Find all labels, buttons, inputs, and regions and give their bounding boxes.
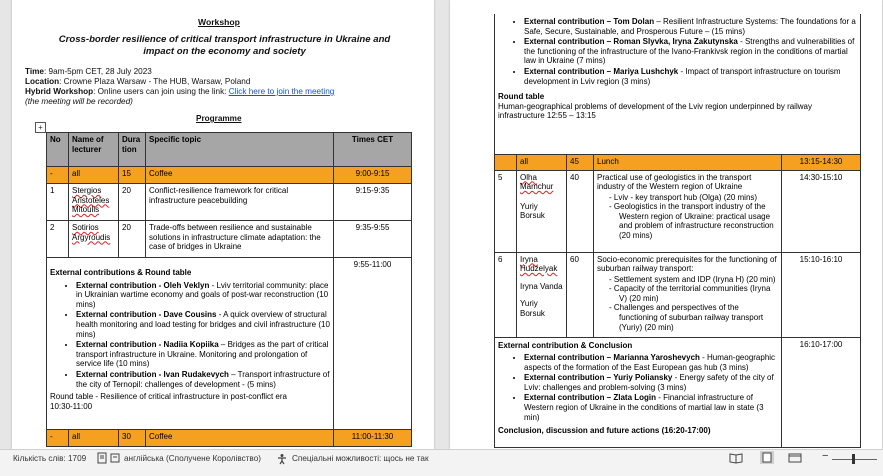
external-contributions-cell: [495, 14, 861, 154]
cell-no: -: [47, 167, 69, 184]
cell-lecturer: [517, 170, 567, 252]
col-topic: Specific topic: [146, 133, 334, 167]
external-heading: External contributions & Round table: [50, 268, 192, 277]
contribution-label: External contribution – Zlata Login: [524, 393, 657, 403]
final-line: Conclusion, discussion and future actions (16:20-17:00): [498, 426, 711, 436]
cell-lecturer: Stergios Aristoteles Mitoulis: [69, 184, 119, 221]
programme-table-continued: [494, 14, 861, 448]
hybrid-line: [25, 87, 334, 97]
list-item: - Capacity of the territorial communities (Iryna V) (20 min): [619, 284, 778, 303]
external-contributions-row: [495, 14, 861, 154]
cell-duration: 30: [119, 430, 146, 447]
cell-lecturer: all: [69, 167, 119, 184]
cell-lecturer: Sotirios Argyroudis: [69, 221, 119, 258]
document-page-2: [450, 0, 882, 449]
list-item: [524, 373, 778, 392]
cell-lecturer: all: [69, 430, 119, 447]
cell-times: 13:15-14:30: [782, 154, 861, 170]
accessibility-status[interactable]: Спеціальні можливості: щось не так: [292, 454, 429, 463]
status-bar: [0, 449, 883, 476]
lecturer-name: Yuriy Borsuk: [520, 299, 545, 318]
col-lecturer: Name of lecturer: [69, 133, 119, 167]
table-row: [47, 221, 412, 258]
conclusion-time: 16:10-17:00: [782, 337, 861, 447]
cell-lecturer: all: [517, 154, 567, 170]
topic-text: Socio-economic prerequisites for the functioning of suburban railway transport:: [597, 254, 777, 274]
list-item: [76, 310, 330, 339]
contribution-text: - Energy safety of the city of Lviv: challenges and problem-solving (3 mins): [524, 373, 774, 392]
programme-label: Programme: [196, 114, 242, 123]
contribution-text: - Strengths and vulnerabilities of the functioning of the infrastructure of the Ivano-Frankivsk region in the conditions of martial law in Ukraine (7 mins): [524, 37, 855, 66]
list-item: - Geologistics in the transport industry of the Western region of Ukraine: practical usage and problem of infrastructure reconstruction (20 mins): [619, 202, 778, 240]
lecturer-name: Yuriy Borsuk: [520, 201, 545, 221]
cell-no: 6: [495, 252, 517, 337]
location-label: Location: [25, 77, 60, 86]
lecturer-name: Iryna Vanda: [520, 281, 563, 291]
cell-topic: Coffee: [146, 430, 334, 447]
cell-duration: 15: [119, 167, 146, 184]
contribution-label: External contribution - Oleh Vеklyn: [76, 280, 210, 290]
round-table-text: Round table - Resilience of critical infrastructure in post-conflict era: [50, 392, 287, 402]
proofing-icon[interactable]: [110, 452, 120, 466]
lunch-row: [495, 154, 861, 170]
table-row: [495, 252, 861, 337]
lecturer-name: Iryna Hudzelyak: [520, 254, 558, 274]
cell-topic: Conflict-resilience framework for critical infrastructure peacebuilding: [146, 184, 334, 221]
web-layout-icon[interactable]: [788, 452, 802, 466]
subtopic-list: [607, 275, 778, 333]
round-table-label: Round table: [498, 92, 545, 102]
subtopic-list: [607, 193, 778, 241]
contribution-text: – Resilient Infrastructure Systems: The foundations for a Safe, Secure, Sustainable, and Prosperous Future – (15 mins): [524, 17, 856, 36]
language-indicator[interactable]: англійська (Сполучене Королівство): [124, 454, 261, 463]
cell-no: 1: [47, 184, 69, 221]
list-item: [76, 281, 330, 310]
location-line: [25, 77, 250, 87]
cell-topic: Lunch: [594, 154, 782, 170]
zoom-slider-thumb[interactable]: [852, 454, 855, 464]
external-time: 9:55-11:00: [334, 258, 412, 430]
cell-times: 15:10-16:10: [782, 252, 861, 337]
round-table-time: 10:30-11:00: [50, 401, 93, 411]
cell-no: 5: [495, 170, 517, 252]
contribution-text: - A quick overview of structural health monitoring and load testing for bridges and civil infrastructure (10 mins): [76, 310, 330, 339]
conclusion-row: [495, 337, 861, 447]
contribution-label: External contribution – Tom Dolan: [524, 17, 655, 26]
conclusion-list: [508, 353, 778, 422]
contribution-label: External contribution – Roman Slyvka, Iryna Zakutynska: [524, 37, 738, 47]
table-row: [495, 170, 861, 252]
list-item: [524, 393, 778, 422]
time-label: Time: [25, 67, 44, 76]
document-title: Cross-border resilience of critical transport infrastructure in Ukraine and impact on the economy and society: [58, 34, 391, 57]
zoom-out-icon[interactable]: −: [822, 450, 829, 462]
hybrid-label: Hybrid Workshop: [25, 87, 94, 96]
time-value: : 9am-5pm CET, 28 July 2023: [43, 67, 152, 76]
table-row: [47, 167, 412, 184]
cell-times: 14:30-15:10: [782, 170, 861, 252]
document-page-1: [12, 0, 434, 449]
contribution-text: - Lviv territorial community: place in Ukrainian wartime economy and goals of post-war reconstruction (10 mins): [76, 280, 329, 309]
lecturer-name: Olha Mamchur: [520, 172, 554, 192]
cell-no: 2: [47, 221, 69, 258]
list-item: [524, 17, 857, 36]
cell-no: -: [47, 430, 69, 447]
workshop-label: Workshop: [198, 17, 240, 27]
topic-text: Practical use of geologistics in the transport industry of the Western region of Ukraine: [597, 172, 752, 192]
conclusion-heading: External contribution & Conclusion: [498, 340, 633, 350]
table-row: [47, 430, 412, 447]
cell-times: 9:35-9:55: [334, 221, 412, 258]
location-value: : Crowne Plaza Warsaw - The HUB, Warsaw, Poland: [59, 77, 251, 86]
accessibility-icon[interactable]: [276, 453, 288, 467]
list-item: [524, 67, 857, 86]
cell-topic: Coffee: [146, 167, 334, 184]
list-item: [524, 37, 857, 66]
cell-duration: 20: [119, 221, 146, 258]
list-item: - Challenges and perspectives of the functioning of suburban railway transport (Yuriy) (20 min): [619, 303, 778, 332]
contribution-label: External contribution – Yuriy Poliansky: [524, 373, 673, 383]
contribution-label: External contribution – Mariya Lushchyk: [524, 66, 679, 76]
round-table-text: Human-geographical problems of development of the Lviv region underpinned by railway infrastructure 12:55 – 13:15: [498, 101, 812, 121]
external-list: [508, 17, 857, 86]
col-times: Times CET: [334, 133, 412, 167]
list-item: [76, 370, 330, 389]
table-header-row: [47, 133, 412, 167]
external-contributions-row: [47, 258, 412, 430]
contribution-text: - Impact of transport infrastructure on tourism development in Lviv region (3 mins): [524, 66, 841, 86]
cell-duration: 40: [567, 170, 594, 252]
cell-topic: [594, 170, 782, 252]
hybrid-value: : Online users can join using the link:: [93, 87, 229, 96]
contribution-text: – Transport infrastructure of the city of Ternopil: challenges of development - (5 mins): [76, 369, 330, 389]
contribution-text: - Human-geographic aspects of the formation of the East European gas hub (3 mins): [524, 353, 776, 372]
print-layout-icon[interactable]: [760, 451, 774, 464]
cell-times: 9:15-9:35: [334, 184, 412, 221]
contribution-text: - Financial infrastructure of Western region of Ukraine in the conditions of martial law in state (3 min): [524, 393, 764, 422]
list-item: - Settlement system and IDP (Iryna H) (20 min): [619, 275, 778, 285]
cell-duration: 20: [119, 184, 146, 221]
cell-lecturer: [517, 252, 567, 337]
recorded-note: (the meeting will be recorded): [25, 97, 133, 106]
external-contributions-cell: [47, 258, 334, 430]
cell-topic: [594, 252, 782, 337]
join-meeting-link[interactable]: Click here to join the meeting: [228, 87, 335, 96]
contribution-text: – Bridges as the part of critical transport infrastructure in Ukraine. Monitoring and prolongation of service life (10 mins): [76, 340, 329, 369]
cell-times: 9:00-9:15: [334, 167, 412, 184]
contribution-label: External contribution - Dave Cousins: [76, 310, 217, 320]
table-row: [47, 184, 412, 221]
table-move-handle-icon[interactable]: +: [35, 122, 46, 133]
conclusion-cell: [495, 337, 782, 447]
read-mode-icon[interactable]: [729, 452, 743, 466]
list-item: [524, 353, 778, 372]
cell-topic: Trade-offs between resilience and sustainable solutions in infrastructure climate adaptation: the case of bridges in Ukraine: [146, 221, 334, 258]
list-item: [76, 340, 330, 369]
contribution-label: External contribution - Nadiia Kopiika: [76, 340, 219, 350]
external-list: [60, 281, 330, 390]
col-no: No: [47, 133, 69, 167]
word-count[interactable]: Кількість слів: 1709: [13, 454, 87, 463]
list-item: - Lviv - key transport hub (Olga) (20 mins): [619, 193, 778, 203]
cell-times: 11:00-11:30: [334, 430, 412, 447]
cell-no: [495, 154, 517, 170]
contribution-label: External contribution - Ivan Rudakevych: [76, 369, 229, 379]
cell-duration: 45: [567, 154, 594, 170]
page-icon[interactable]: [97, 452, 107, 466]
cell-duration: 60: [567, 252, 594, 337]
col-duration: Dura tion: [119, 133, 146, 167]
time-line: [25, 67, 152, 77]
contribution-label: External contribution – Marianna Yaroshevych: [524, 353, 700, 363]
programme-table: [46, 132, 412, 447]
